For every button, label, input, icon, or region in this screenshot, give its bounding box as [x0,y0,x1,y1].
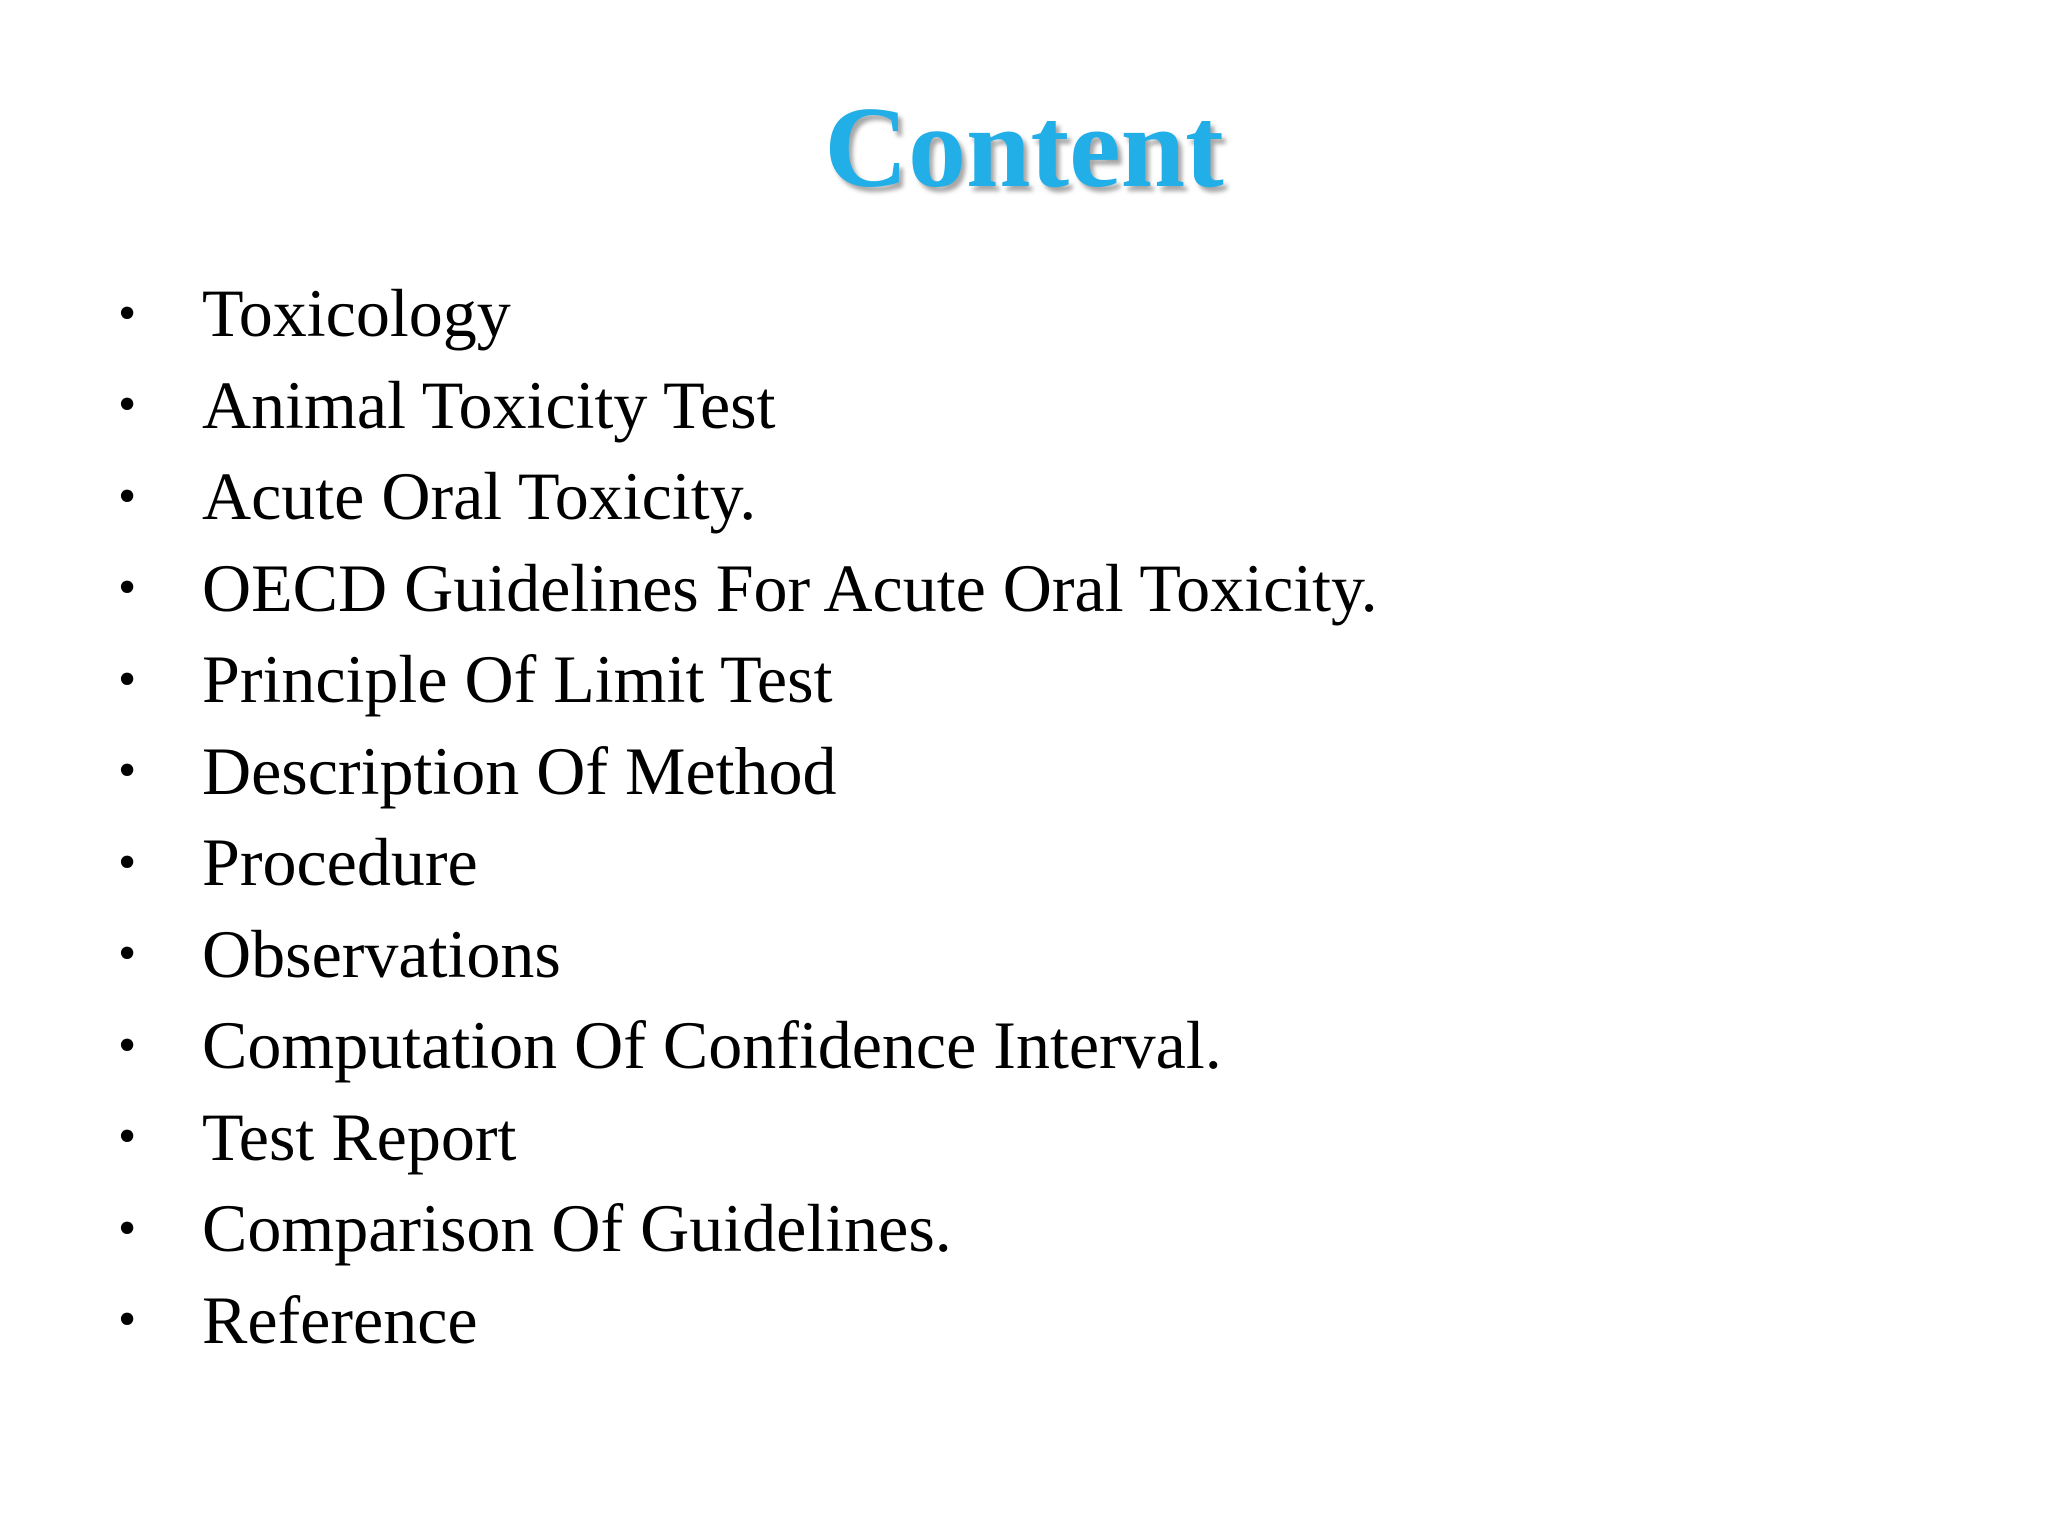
list-item-text: Toxicology [202,275,511,352]
list-item-text: Observations [202,915,561,992]
list-item [118,909,1968,1001]
list-item [118,360,1968,452]
list-item [118,1000,1968,1092]
bullet-icon: • [118,467,137,525]
bullet-icon: • [118,1016,137,1074]
list-item [118,543,1968,635]
list-item-text: Computation Of Confidence Interval. [202,1007,1222,1084]
bullet-icon: • [118,376,137,434]
list-item-text: Principle Of Limit Test [202,641,833,718]
bullet-icon: • [118,1108,137,1166]
list-item-text: Animal Toxicity Test [202,366,776,443]
list-item [118,1183,1968,1275]
list-item [118,726,1968,818]
bullet-icon: • [118,925,137,983]
bullet-icon: • [118,284,137,342]
bullet-icon: • [118,742,137,800]
list-item-text: Description Of Method [202,732,837,809]
slide-title: Content [824,84,1224,212]
bullet-icon: • [118,1199,137,1257]
list-item [118,1275,1968,1367]
list-item-text: Test Report [202,1098,517,1175]
list-item [118,634,1968,726]
list-item [118,1092,1968,1184]
list-item [118,451,1968,543]
list-item-text: Comparison Of Guidelines. [202,1190,952,1267]
bullet-icon: • [118,650,137,708]
list-item [118,268,1968,360]
list-item-text: Acute Oral Toxicity. [202,458,757,535]
bullet-icon: • [118,559,137,617]
list-item-text: OECD Guidelines For Acute Oral Toxicity. [202,549,1378,626]
bullet-icon: • [118,1291,137,1349]
list-item-text: Reference [202,1281,478,1358]
content-list [118,268,1968,1366]
list-item [118,817,1968,909]
list-item-text: Procedure [202,824,478,901]
bullet-icon: • [118,833,137,891]
